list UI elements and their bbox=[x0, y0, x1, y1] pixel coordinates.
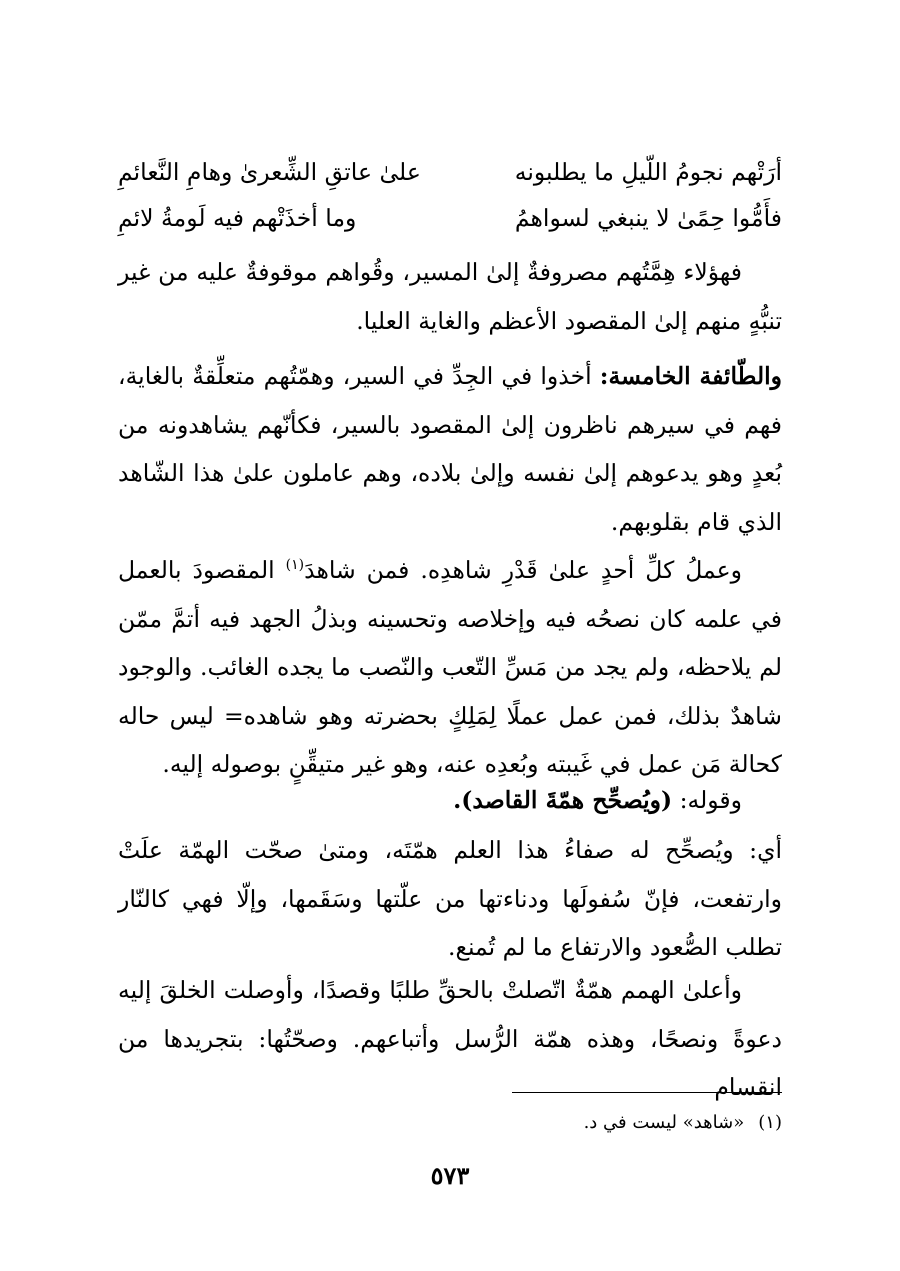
footnote-text: «شاهد» ليست في د. bbox=[583, 1112, 745, 1133]
footnote-divider bbox=[512, 1092, 782, 1093]
fifth-group-heading: والطّائفة الخامسة: bbox=[599, 362, 782, 390]
witness-text-part1: وعملُ كلِّ أحدٍ علىٰ قَدْرِ شاهدِه. فمن شاهدَ bbox=[304, 556, 743, 584]
quote-intro: وقوله: bbox=[679, 786, 742, 814]
verse-second-hemistich: علىٰ عاتقِ الشِّعرىٰ وهامِ النَّعائمِ bbox=[118, 158, 421, 186]
footnote bbox=[118, 1106, 782, 1140]
paragraph-commentary-1: فهؤلاء هِمَّتُهم مصروفةٌ إلىٰ المسير، وقُواهم موقوفةٌ عليه من غير تنبُّهٍ منهم إلىٰ المقصود الأعظم والغاية العليا. bbox=[118, 258, 782, 335]
footnote-number: (١) bbox=[758, 1112, 782, 1133]
footnote-reference[interactable]: (١) bbox=[285, 557, 305, 574]
verse-first-hemistich: أرَتْهم نجومُ اللّيلِ ما يطلبونه bbox=[514, 158, 782, 186]
verse-second-hemistich: وما أخذَتْهم فيه لَومةُ لائمِ bbox=[118, 204, 357, 232]
paragraph-explanation: أي: ويُصحِّح له صفاءُ هذا العلم همّتَه، ومتىٰ صحّت الهمّة علَتْ وارتفعت، فإنّ سُفولَها ودناءتها من علّتها وسَقَمها، وإلّا فهي كالنّار تطلب الصُّعود والارتفاع ما لم تُمنع. bbox=[118, 836, 782, 961]
page-number: ٥٧٣ bbox=[430, 1161, 470, 1190]
paragraph-highest-aspiration: وأعلىٰ الهمم همّةٌ اتّصلتْ بالحقِّ طلبًا وقصدًا، وأوصلت الخلقَ إليه دعوةً ونصحًا، وهذه همّة الرُّسل وأتباعهم. وصحّتُها: بتجريدها من انقسام bbox=[118, 976, 782, 1101]
poem-verse bbox=[118, 194, 782, 242]
quoted-text: (ويُصحِّح همّةَ القاصد). bbox=[453, 786, 673, 814]
witness-text-part2: المقصودَ بالعمل في علمه كان نصحُه فيه وإخلاصه وتحسينه وبذلُ الجهد فيه أتمَّ ممّن لم يلاحظه، ولم يجد من مَسِّ التّعب والنّصب ما يجده الغائب. والوجود شاهدٌ بذلك، فمن عمل عملًا لِمَلِكٍ بحضرته وهو شاهده= ليس حاله كحالة مَن عمل في غَيبته وبُعدِه عنه، وهو غير متيقِّنٍ بوصوله إليه. bbox=[118, 556, 782, 778]
fifth-group-body: أخذوا في الجِدِّ في السير، وهمّتُهم متعلِّقةٌ بالغاية، فهم في سيرهم ناظرون إلىٰ المقصود بالسير، فكأنّهم يشاهدونه من بُعدٍ وهو يدعوهم إلىٰ نفسه وإلىٰ بلاده، وهم عاملون علىٰ هذا الشّاهد الذي قام بقلوبهم. bbox=[118, 362, 782, 536]
paragraph-fifth-group bbox=[118, 352, 782, 546]
poem-verse bbox=[118, 148, 782, 196]
paragraph-witness bbox=[118, 546, 782, 789]
verse-first-hemistich: فأَمُّوا حِمًىٰ لا ينبغي لسواهمُ bbox=[514, 204, 782, 232]
paragraph-quoted-phrase bbox=[118, 776, 782, 825]
